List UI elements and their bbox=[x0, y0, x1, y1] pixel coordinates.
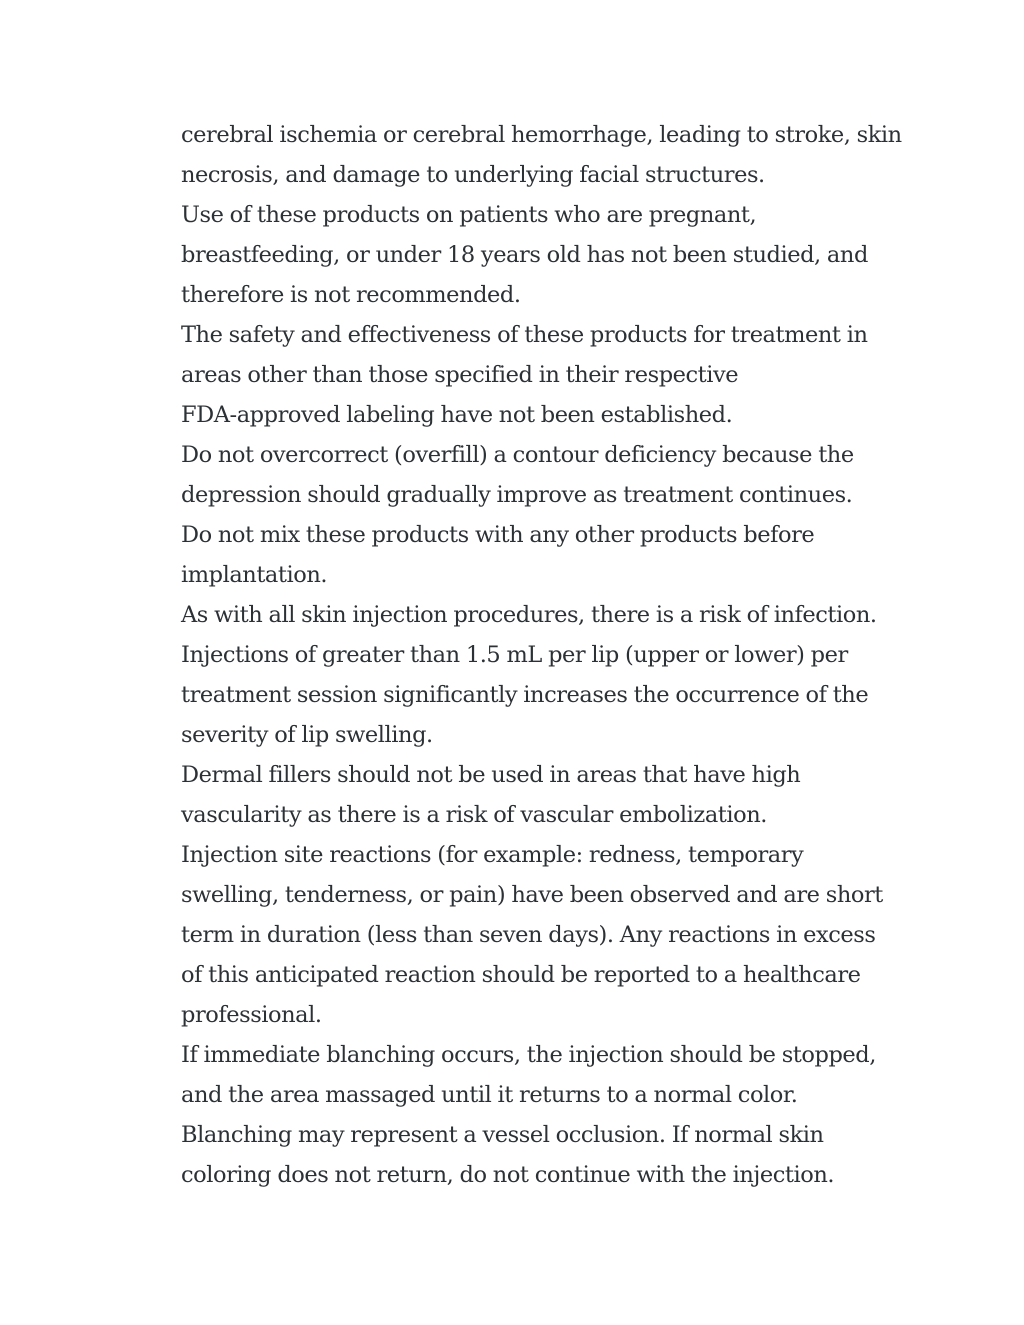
text-line: breastfeeding, or under 18 years old has not been studied, and bbox=[181, 242, 868, 268]
text-line: and the area massaged until it returns to a normal color. bbox=[181, 1082, 798, 1108]
text-line: Do not overcorrect (overfill) a contour deficiency because the bbox=[181, 442, 854, 468]
paragraph-overcorrect bbox=[181, 435, 911, 515]
text-line: As with all skin injection procedures, there is a risk of infection. bbox=[181, 602, 877, 628]
paragraph-blanching bbox=[181, 1035, 911, 1195]
text-line: Use of these products on patients who are pregnant, bbox=[181, 202, 757, 228]
text-line: of this anticipated reaction should be reported to a healthcare bbox=[181, 962, 861, 988]
text-line: Blanching may represent a vessel occlusion. If normal skin bbox=[181, 1122, 824, 1148]
text-line: Injection site reactions (for example: redness, temporary bbox=[181, 842, 804, 868]
paragraph-vascularity bbox=[181, 755, 911, 835]
paragraph-lip-injection bbox=[181, 635, 911, 755]
paragraph-cerebral-risk bbox=[181, 115, 911, 195]
text-line: Dermal fillers should not be used in areas that have high bbox=[181, 762, 801, 788]
text-line: coloring does not return, do not continue with the injection. bbox=[181, 1162, 835, 1188]
paragraph-do-not-mix bbox=[181, 515, 911, 595]
text-line: FDA-approved labeling have not been established. bbox=[181, 402, 733, 428]
text-line: Do not mix these products with any other products before bbox=[181, 522, 815, 548]
text-line: implantation. bbox=[181, 562, 328, 588]
text-line: term in duration (less than seven days). Any reactions in excess bbox=[181, 922, 876, 948]
text-line: Injections of greater than 1.5 mL per lip (upper or lower) per bbox=[181, 642, 848, 668]
paragraph-site-reactions bbox=[181, 835, 911, 1035]
text-line: vascularity as there is a risk of vascular embolization. bbox=[181, 802, 767, 828]
paragraph-pregnancy bbox=[181, 195, 911, 315]
text-line: depression should gradually improve as treatment continues. bbox=[181, 482, 853, 508]
text-line: cerebral ischemia or cerebral hemorrhage, leading to stroke, skin bbox=[181, 122, 902, 148]
paragraph-infection bbox=[181, 595, 911, 635]
text-line: professional. bbox=[181, 1002, 322, 1028]
text-line: therefore is not recommended. bbox=[181, 282, 521, 308]
paragraph-safety-areas bbox=[181, 315, 911, 435]
text-line: necrosis, and damage to underlying facial structures. bbox=[181, 162, 765, 188]
text-line: swelling, tenderness, or pain) have been observed and are short bbox=[181, 882, 883, 908]
document-body bbox=[181, 115, 911, 1195]
text-line: The safety and effectiveness of these products for treatment in bbox=[181, 322, 868, 348]
text-line: areas other than those specified in their respective bbox=[181, 362, 739, 388]
text-line: severity of lip swelling. bbox=[181, 722, 433, 748]
text-line: treatment session significantly increases the occurrence of the bbox=[181, 682, 869, 708]
text-line: If immediate blanching occurs, the injection should be stopped, bbox=[181, 1042, 876, 1068]
